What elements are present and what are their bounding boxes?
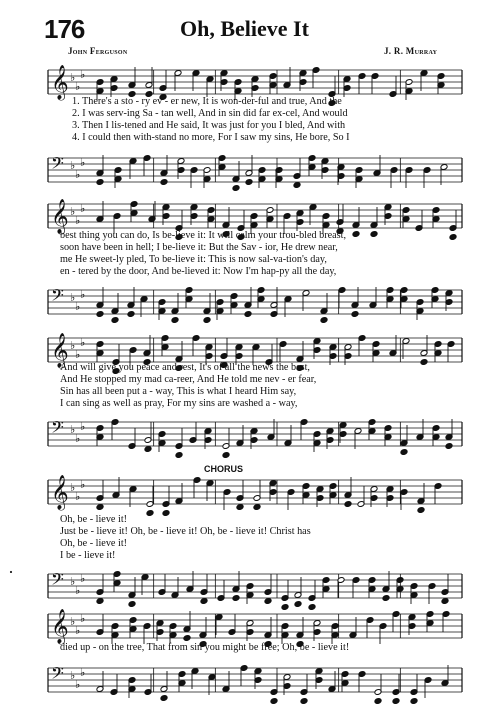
lyric-line: 3. Then I lis-tened and He said, It was just for you I bled, And with	[72, 120, 346, 131]
svg-text:♭: ♭	[80, 156, 86, 169]
svg-text:♭: ♭	[80, 288, 86, 301]
svg-text:♭: ♭	[75, 214, 81, 227]
lyric-line: Oh, be - lieve it!	[60, 538, 128, 549]
lyric-line: died up - on the tree, That from sin you might be free; Oh, be - lieve it!	[60, 642, 350, 653]
svg-text:♭: ♭	[75, 80, 81, 93]
svg-text:♭: ♭	[70, 205, 76, 218]
lyric-line: Just be - lieve it! Oh, be - lieve it! Oh, be - lieve it! Christ has	[60, 526, 311, 537]
svg-text:♭: ♭	[80, 666, 86, 679]
lyric-line: soon have been in hell; I be-lieve it: But the Sav - ior, He drew near,	[60, 242, 338, 253]
svg-text:♭: ♭	[80, 612, 86, 625]
svg-text:𝄢: 𝄢	[51, 663, 64, 687]
svg-text:♭: ♭	[75, 348, 81, 361]
lyric-line: Oh, be - lieve it!	[60, 514, 128, 525]
svg-text:♭: ♭	[75, 432, 81, 445]
svg-text:♭: ♭	[70, 291, 76, 304]
svg-text:𝄞: 𝄞	[51, 65, 69, 100]
bass-staff	[0, 660, 480, 700]
bass-staff	[0, 150, 480, 190]
lyric-line: I be - lieve it!	[60, 550, 116, 561]
lyric-line: And He stopped my mad ca-reer, And He told me nev - er fear,	[60, 374, 317, 385]
svg-text:♭: ♭	[75, 624, 81, 637]
svg-text:𝄢: 𝄢	[51, 153, 64, 177]
hymn-number: 176	[44, 14, 85, 44]
svg-text:𝄢: 𝄢	[51, 569, 64, 593]
hymn-title: Oh, Believe It	[180, 16, 309, 41]
svg-text:♭: ♭	[75, 168, 81, 181]
svg-text:♭: ♭	[80, 420, 86, 433]
svg-text:♭: ♭	[80, 572, 86, 585]
svg-text:♭: ♭	[75, 678, 81, 691]
svg-text:♭: ♭	[75, 490, 81, 503]
svg-text:♭: ♭	[70, 575, 76, 588]
lyric-line: best thing you can do, Is be-lieve it: It will calm your trou-bled breast,	[60, 230, 347, 241]
svg-text:♭: ♭	[70, 481, 76, 494]
lyric-line: Sin has all been put a - way, This is what I heard Him say,	[60, 386, 297, 397]
svg-text:𝄢: 𝄢	[51, 285, 64, 309]
bass-staff	[0, 414, 480, 454]
svg-text:♭: ♭	[80, 68, 86, 81]
page-mark: ·	[8, 562, 14, 582]
lyric-line: en - tered by the door, And be-lieved it: Now I'm hap-py all the day,	[60, 266, 337, 277]
treble-staff	[0, 606, 480, 646]
lyric-line: I can sing as well as pray, For my sins are washed a - way,	[60, 398, 298, 409]
svg-text:♭: ♭	[80, 202, 86, 215]
bass-staff	[0, 566, 480, 606]
lyric-line: 1. There's a sto - ry ev - er new, It is won-der-ful and true, And the	[72, 96, 342, 107]
svg-text:♭: ♭	[70, 669, 76, 682]
lyric-line: 4. I could then with-stand no more, For I saw my sins, He bore, So I	[72, 132, 350, 143]
svg-text:𝄞: 𝄞	[51, 609, 69, 644]
svg-text:♭: ♭	[70, 615, 76, 628]
svg-text:♭: ♭	[75, 300, 81, 313]
lyric-line: And will give you peace and rest, It's of all the news the best,	[60, 362, 310, 373]
svg-text:♭: ♭	[70, 423, 76, 436]
bass-staff	[0, 282, 480, 322]
lyric-line: me He sweet-ly pled, To be-lieve it: This is now sal-va-tion's day,	[60, 254, 327, 265]
lyric-line: 2. I was serv-ing Sa - tan well, And in sin did far ex-cel, And would	[72, 108, 348, 119]
svg-text:♭: ♭	[80, 478, 86, 491]
svg-text:𝄢: 𝄢	[51, 417, 64, 441]
svg-text:♭: ♭	[70, 71, 76, 84]
svg-text:♭: ♭	[80, 336, 86, 349]
svg-text:♭: ♭	[75, 584, 81, 597]
svg-text:♭: ♭	[70, 159, 76, 172]
music-credit: J. R. Murray	[384, 46, 438, 56]
svg-text:♭: ♭	[70, 339, 76, 352]
words-credit: John Ferguson	[68, 46, 128, 56]
treble-staff	[0, 472, 480, 512]
svg-text:𝄞: 𝄞	[51, 475, 69, 510]
chorus-label: CHORUS	[204, 464, 244, 474]
svg-text:𝄞: 𝄞	[51, 333, 69, 368]
svg-text:𝄞: 𝄞	[51, 199, 69, 234]
